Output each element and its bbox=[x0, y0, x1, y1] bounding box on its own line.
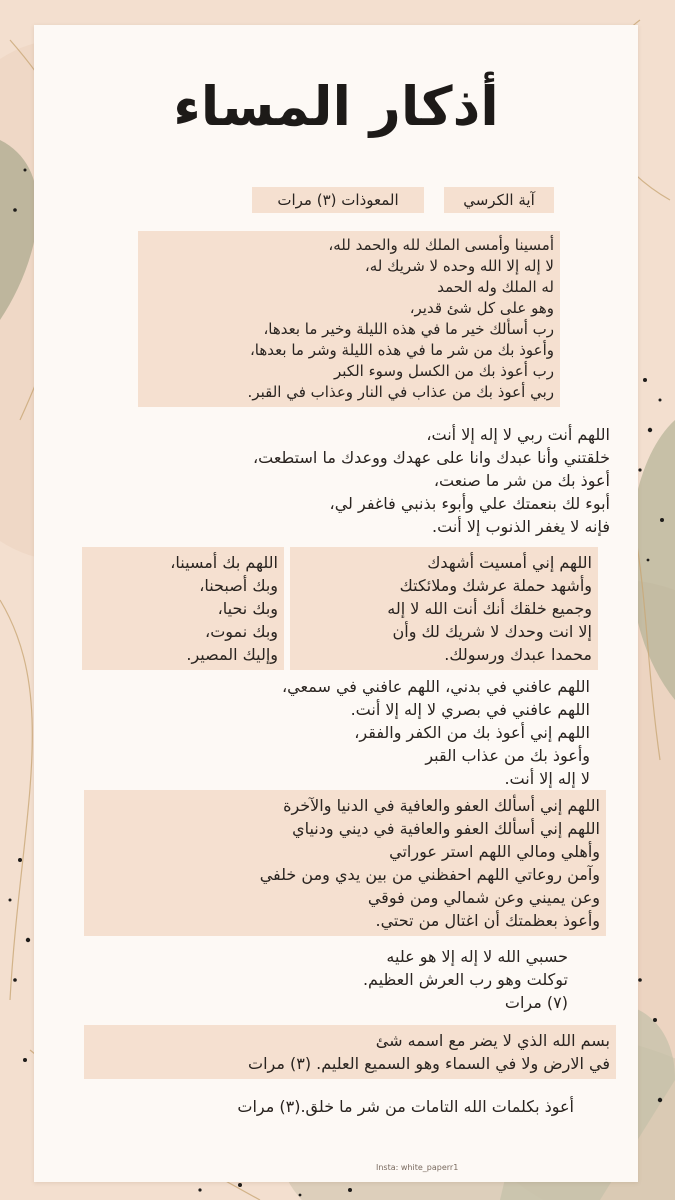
dhikr-line: اللهم إني أعوذ بك من الكفر والفقر، bbox=[354, 723, 590, 742]
dhikr-block-9 bbox=[84, 1095, 574, 1118]
dhikr-line: ربي أعوذ بك من عذاب في النار وعذاب في القبر. bbox=[247, 383, 554, 401]
dhikr-line: وعن يميني وعن شمالي ومن فوقي bbox=[367, 888, 600, 907]
dhikr-line: لا إله إلا الله وحده لا شريك له، bbox=[364, 257, 554, 275]
dhikr-line: اللهم إني أمسيت أشهدك bbox=[427, 553, 592, 572]
dhikr-line: اللهم عافني في بدني، اللهم عافني في سمعي، bbox=[282, 677, 590, 696]
dhikr-line: خلقتني وأنا عبدك وانا على عهدك ووعدك ما استطعت، bbox=[252, 448, 610, 467]
tag-muawwidhat: المعوذات (٣) مرات bbox=[252, 187, 424, 213]
dhikr-line: في الارض ولا في السماء وهو السميع العليم. (٣) مرات bbox=[248, 1054, 610, 1073]
dhikr-line: وبك نموت، bbox=[205, 622, 278, 641]
page-title: أذكار المساء bbox=[173, 75, 499, 138]
credit-text: Insta: white_paperr1 bbox=[376, 1163, 459, 1172]
tag-ayat-kursi: آية الكرسي bbox=[444, 187, 554, 213]
dhikr-line: اللهم عافني في بصري لا إله إلا أنت. bbox=[350, 700, 590, 719]
dhikr-block-4 bbox=[82, 547, 284, 670]
dhikr-block-7 bbox=[234, 945, 568, 1014]
dhikr-line: إلا انت وحدك لا شريك لك وأن bbox=[392, 622, 592, 641]
dhikr-block-5 bbox=[90, 675, 590, 790]
dhikr-line: بسم الله الذي لا يضر مع اسمه شئ bbox=[375, 1031, 610, 1050]
dhikr-block-2 bbox=[70, 423, 610, 538]
dhikr-line: محمدا عبدك ورسولك. bbox=[444, 645, 592, 664]
dhikr-block-1 bbox=[138, 231, 560, 407]
dhikr-line: وآمن روعاتي اللهم احفظني من بين يدي ومن خلفي bbox=[259, 865, 600, 884]
dhikr-line: وبك نحيا، bbox=[217, 599, 278, 618]
dhikr-line: حسبي الله لا إله إلا هو عليه bbox=[386, 947, 568, 966]
dhikr-line: أبوء لك بنعمتك علي وأبوء بذنبي فاغفر لي، bbox=[329, 494, 610, 513]
dhikr-line: وهو على كل شئ قدير، bbox=[409, 299, 554, 317]
dhikr-line: رب أعوذ بك من الكسل وسوء الكبر bbox=[334, 362, 554, 380]
dhikr-line: وأعوذ بعظمتك أن اغتال من تحتي. bbox=[375, 911, 600, 930]
dhikr-line: وأعوذ بك من عذاب القبر bbox=[425, 746, 590, 765]
dhikr-line: اللهم أنت ربي لا إله إلا أنت، bbox=[426, 425, 610, 444]
dhikr-line: رب أسألك خير ما في هذه الليلة وخير ما بعدها، bbox=[263, 320, 554, 338]
dhikr-line: له الملك وله الحمد bbox=[437, 278, 554, 296]
dhikr-line: وإليك المصير. bbox=[186, 645, 278, 664]
dhikr-line: أعوذ بكلمات الله التامات من شر ما خلق.(٣) مرات bbox=[237, 1097, 574, 1116]
dhikr-line: اللهم إني أسألك العفو والعافية في الدنيا والآخرة bbox=[283, 796, 600, 815]
dhikr-line: وبك أصبحنا، bbox=[199, 576, 278, 595]
dhikr-line: وجميع خلقك أنك أنت الله لا إله bbox=[387, 599, 592, 618]
dhikr-line: أمسينا وأمسى الملك لله والحمد لله، bbox=[328, 236, 554, 254]
dhikr-line: لا إله إلا أنت. bbox=[504, 769, 590, 788]
dhikr-line: توكلت وهو رب العرش العظيم. bbox=[362, 970, 568, 989]
dhikr-block-6 bbox=[84, 790, 606, 936]
dhikr-line: (٧) مرات bbox=[504, 993, 568, 1012]
dhikr-line: أعوذ بك من شر ما صنعت، bbox=[433, 471, 610, 490]
dhikr-line: وأهلي ومالي اللهم استر عوراتي bbox=[389, 842, 600, 861]
dhikr-line: اللهم بك أمسينا، bbox=[170, 553, 278, 572]
dhikr-line: فإنه لا يغفر الذنوب إلا أنت. bbox=[432, 517, 610, 536]
dhikr-line: وأشهد حملة عرشك وملائكتك bbox=[399, 576, 592, 595]
dhikr-block-3 bbox=[290, 547, 598, 670]
dhikr-block-8 bbox=[84, 1025, 616, 1079]
dhikr-line: وأعوذ بك من شر ما في هذه الليلة وشر ما بعدها، bbox=[249, 341, 554, 359]
adhkar-card bbox=[34, 25, 638, 1182]
dhikr-line: اللهم إني أسألك العفو والعافية في ديني ودنياي bbox=[292, 819, 600, 838]
